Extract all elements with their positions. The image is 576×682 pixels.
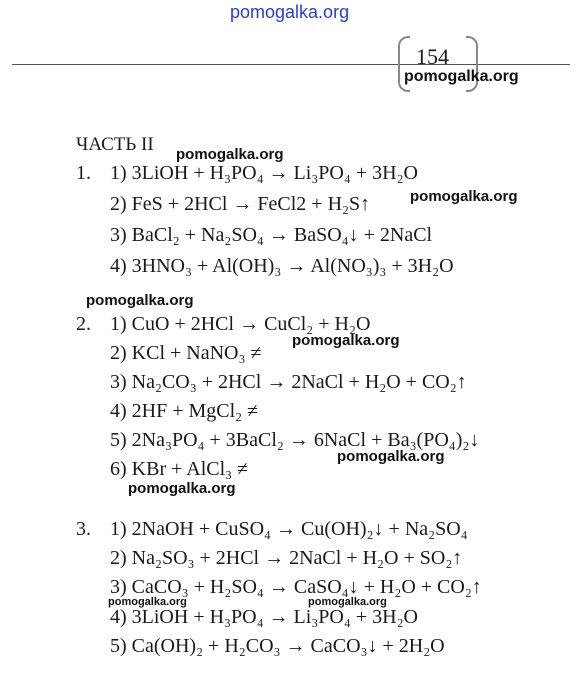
watermark: pomogalka.org [410,188,518,205]
page-number: 154 [416,44,449,69]
watermark: pomogalka.org [308,596,387,608]
watermark: pomogalka.org [337,448,445,465]
watermark: pomogalka.org [108,596,187,608]
equation-line: 1) 3LiOH + H₃PO₄ → Li₃PO₄ + 3H₂O [110,162,418,184]
equation-line: 5) 2Na₃PO₄ + 3BaCl₂ → 6NaCl + Ba₃(PO₄)₂↓ [110,429,480,451]
watermark: pomogalka.org [404,68,519,85]
watermark: pomogalka.org [86,292,194,309]
section-heading: ЧАСТЬ II [76,134,154,155]
equation-line: 3) Na₂CO₃ + 2HCl → 2NaCl + H₂O + CO₂↑ [110,371,467,393]
watermark: pomogalka.org [176,146,284,163]
equation-line: 1) CuO + 2HCl → CuCl₂ + H₂O [110,313,371,335]
equation-line: 2) KCl + NaNO₃ ≠ [110,342,262,364]
task-number: 2. [76,313,91,335]
equation-line: 3) CaCO₃ + H₂SO₄ → CaSO₄↓ + H₂O + CO₂↑ [110,576,482,598]
equation-line: 2) FeS + 2HCl → FeCl2 + H₂S↑ [110,193,371,215]
task-number: 3. [76,518,91,540]
watermark-top: pomogalka.org [230,2,350,22]
equation-line: 5) Ca(OH)₂ + H₂CO₃ → CaCO₃↓ + 2H₂O [110,635,445,657]
equation-line: 4) 2HF + MgCl₂ ≠ [110,400,259,422]
task-number: 1. [76,162,91,184]
equation-line: 3) BaCl₂ + Na₂SO₄ → BaSO₄↓ + 2NaCl [110,224,433,246]
header-rule [12,64,570,65]
equation-line: 4) 3HNO₃ + Al(OH)₃ → Al(NO₃)₃ + 3H₂O [110,255,454,277]
watermark: pomogalka.org [128,480,236,497]
equation-line: 1) 2NaOH + CuSO₄ → Cu(OH)₂↓ + Na₂SO₄ [110,518,468,540]
watermark: pomogalka.org [292,332,400,349]
equation-line: 2) Na₂SO₃ + 2HCl → 2NaCl + H₂O + SO₂↑ [110,547,463,569]
equation-line: 6) KBr + AlCl₃ ≠ [110,458,249,480]
equation-line: 4) 3LiOH + H₃PO₄ → Li₃PO₄ + 3H₂O [110,606,418,628]
